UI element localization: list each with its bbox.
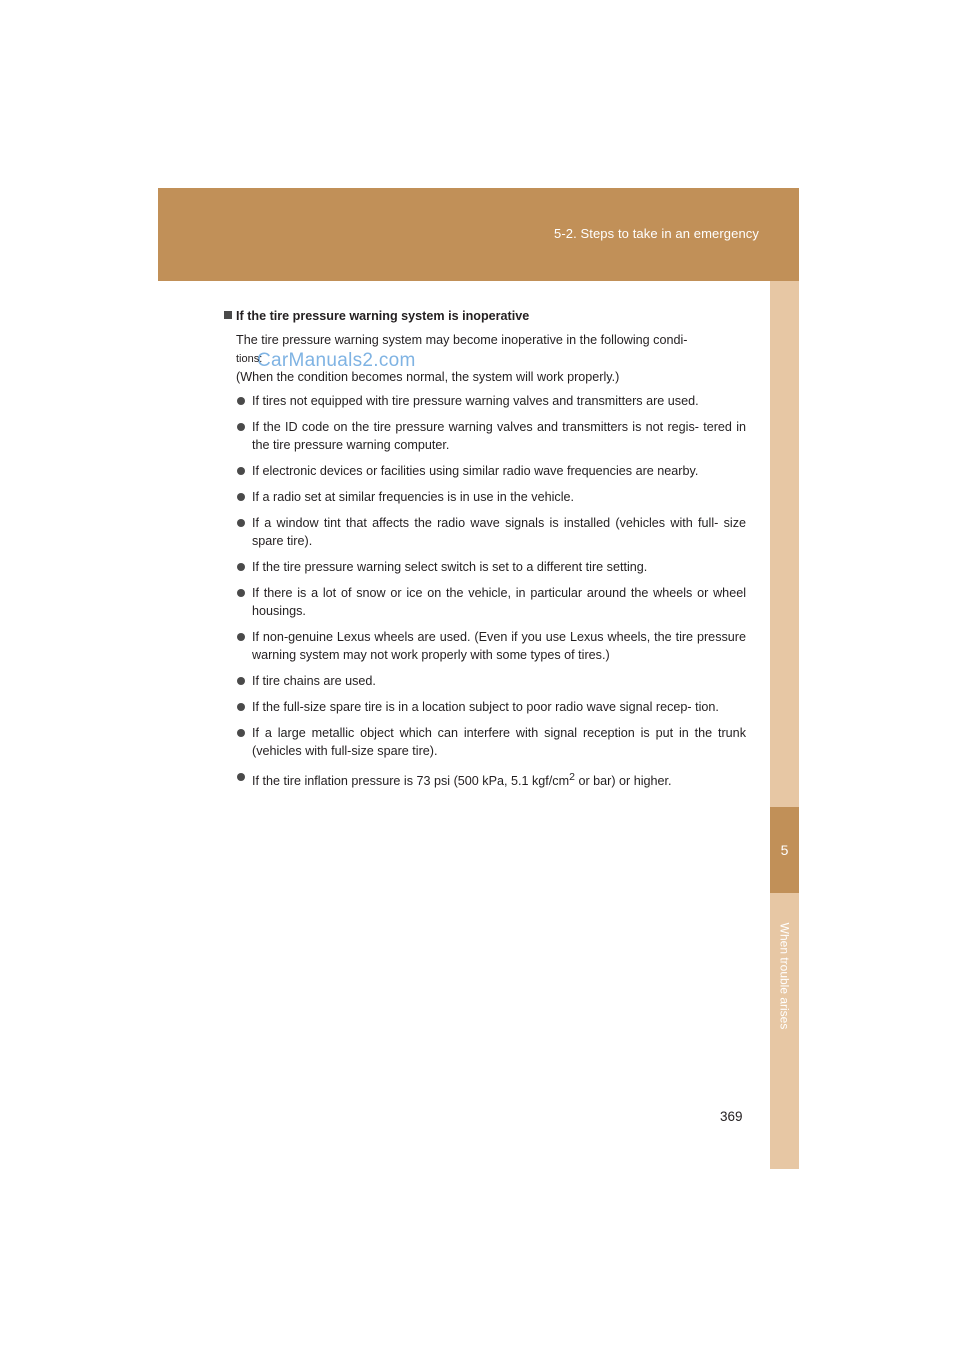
bullet-dot-icon (237, 423, 245, 431)
page-number: 369 (720, 1109, 743, 1124)
section-content (224, 307, 746, 798)
chapter-title-text: When trouble arises (777, 922, 792, 1029)
list-item (224, 514, 746, 550)
intro-line-2: tions: (236, 353, 263, 365)
bullet-dot-icon (237, 519, 245, 527)
list-item (224, 488, 746, 506)
chapter-side-strip (770, 281, 799, 1169)
bullet-dot-icon (237, 589, 245, 597)
header-band (158, 188, 799, 281)
list-item (224, 724, 746, 760)
list-item (224, 672, 746, 690)
list-item (224, 584, 746, 620)
bullet-dot-icon (237, 677, 245, 685)
bullet-dot-icon (237, 729, 245, 737)
list-item-text-end: or bar) or higher. (574, 774, 672, 789)
section-title: 5-2. Steps to take in an emergency (553, 226, 759, 241)
list-item-text: If a window tint that affects the radio wave signals is installed (vehicles with full- size spare tire). (252, 516, 746, 548)
superscript: 2 (569, 771, 575, 783)
bullet-dot-icon (237, 703, 245, 711)
list-item-text: If a radio set at similar frequencies is in use in the vehicle. (252, 490, 574, 504)
list-item (224, 462, 746, 480)
intro-line-3: (When the condition becomes normal, the system will work properly.) (236, 370, 620, 384)
chapter-title-label (770, 903, 799, 1048)
section-heading (224, 307, 746, 325)
bullet-dot-icon (237, 633, 245, 641)
list-item-text: If the tire pressure warning select switch is set to a different tire setting. (252, 560, 648, 574)
list-item (224, 558, 746, 576)
list-item-text: If tires not equipped with tire pressure warning valves and transmitters are used. (252, 394, 699, 408)
bullet-dot-icon (237, 773, 245, 781)
list-item (224, 418, 746, 454)
list-item-text: If a large metallic object which can interfere with signal reception is put in the trunk (vehicles with full-size spare tire). (252, 726, 746, 758)
list-item (224, 698, 746, 716)
list-item-text: If there is a lot of snow or ice on the vehicle, in particular around the wheels or wheel housings. (252, 586, 746, 618)
watermark: CarManuals2.com (257, 350, 416, 371)
list-item-text: If the full-size spare tire is in a location subject to poor radio wave signal recep- tion. (252, 700, 719, 714)
intro-paragraph (236, 331, 746, 386)
list-item (224, 628, 746, 664)
list-item-text: If tire chains are used. (252, 674, 376, 688)
condition-list (224, 392, 746, 790)
list-item-text: If the ID code on the tire pressure warning valves and transmitters is not regis- tered in the tire pressure warning computer. (252, 420, 746, 452)
square-bullet-icon (224, 311, 232, 319)
bullet-dot-icon (237, 467, 245, 475)
list-item-text: If electronic devices or facilities using similar radio wave frequencies are nearby. (252, 464, 699, 478)
bullet-dot-icon (237, 493, 245, 501)
list-item-text: If non-genuine Lexus wheels are used. (Even if you use Lexus wheels, the tire pressure warning system may not work properly with some types of tires.) (252, 630, 746, 662)
chapter-number-tab: 5 (770, 807, 799, 893)
bullet-dot-icon (237, 563, 245, 571)
list-item-text: If the tire inflation pressure is 73 psi (500 kPa, 5.1 kgf/cm (252, 774, 570, 789)
intro-line-1: The tire pressure warning system may become inoperative in the following condi- (236, 333, 688, 347)
list-item (224, 768, 746, 790)
list-item (224, 392, 746, 410)
section-heading-text: If the tire pressure warning system is inoperative (236, 309, 530, 323)
bullet-dot-icon (237, 397, 245, 405)
